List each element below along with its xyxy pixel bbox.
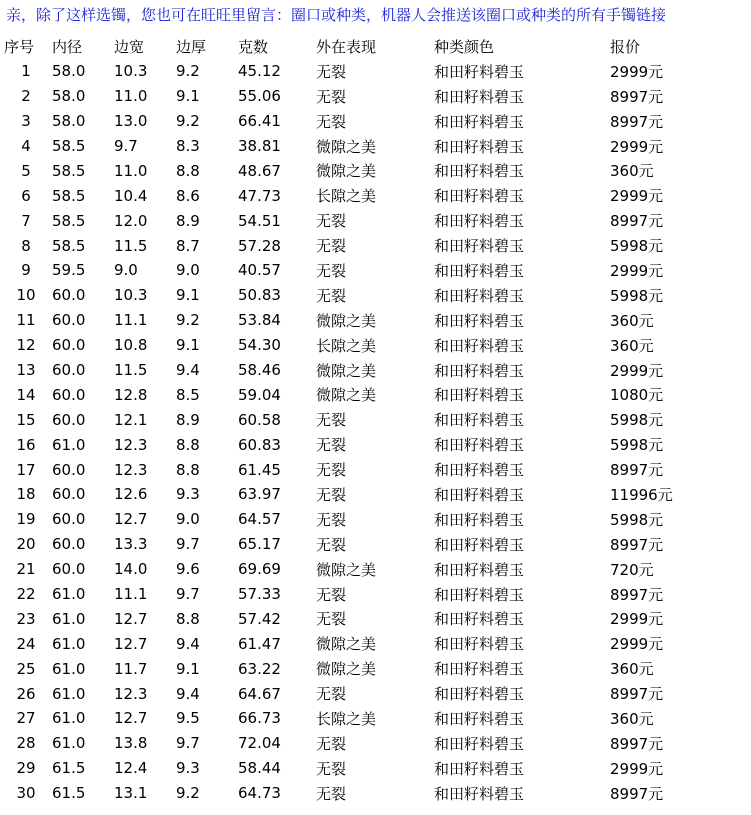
cell-weight: 54.30	[238, 336, 281, 355]
cell-thickness: 9.7	[176, 585, 200, 604]
cell-index: 20	[16, 535, 36, 554]
cell-inner-diameter: 60.0	[52, 311, 86, 330]
cell-index: 8	[21, 236, 31, 255]
cell-thickness: 9.7	[176, 535, 200, 554]
cell-width: 11.5	[114, 236, 148, 255]
cell-index: 6	[21, 186, 31, 205]
cell-inner-diameter: 60.0	[52, 485, 86, 504]
cell-appearance: 无裂	[316, 485, 347, 504]
cell-price: 5998元	[610, 237, 664, 256]
cell-index: 7	[21, 211, 31, 230]
cell-thickness: 8.8	[176, 435, 200, 454]
cell-type-color: 和田籽料碧玉	[434, 286, 525, 305]
cell-appearance: 微隙之美	[316, 311, 377, 330]
cell-thickness: 8.9	[176, 410, 200, 429]
table-row	[0, 781, 700, 806]
cell-width: 12.1	[114, 410, 148, 429]
cell-inner-diameter: 61.0	[52, 684, 86, 703]
cell-index: 24	[16, 634, 36, 653]
table-row	[0, 582, 700, 607]
cell-index: 29	[16, 759, 36, 778]
table-row	[0, 382, 700, 407]
cell-width: 11.7	[114, 659, 148, 678]
cell-weight: 50.83	[238, 286, 281, 305]
cell-appearance: 无裂	[316, 62, 347, 81]
cell-price: 2999元	[610, 610, 664, 629]
cell-type-color: 和田籽料碧玉	[434, 62, 525, 81]
cell-appearance: 无裂	[316, 610, 347, 629]
cell-thickness: 8.9	[176, 211, 200, 230]
cell-appearance: 长隙之美	[316, 709, 377, 728]
cell-type-color: 和田籽料碧玉	[434, 510, 525, 529]
cell-thickness: 9.1	[176, 286, 200, 305]
cell-inner-diameter: 61.0	[52, 734, 86, 753]
cell-inner-diameter: 60.0	[52, 460, 86, 479]
cell-type-color: 和田籽料碧玉	[434, 734, 525, 753]
cell-price: 5998元	[610, 286, 664, 305]
cell-weight: 66.73	[238, 709, 281, 728]
cell-weight: 64.73	[238, 784, 281, 803]
cell-thickness: 8.8	[176, 460, 200, 479]
table-row	[0, 59, 700, 84]
cell-index: 25	[16, 659, 36, 678]
header-price: 报价	[610, 37, 641, 56]
cell-width: 12.3	[114, 435, 148, 454]
table-row	[0, 407, 700, 432]
cell-type-color: 和田籽料碧玉	[434, 461, 525, 480]
cell-price: 360元	[610, 162, 654, 181]
header-width: 边宽	[114, 37, 145, 56]
cell-inner-diameter: 60.0	[52, 286, 86, 305]
cell-width: 10.8	[114, 336, 148, 355]
cell-index: 14	[16, 385, 36, 404]
cell-width: 13.0	[114, 112, 148, 131]
cell-type-color: 和田籽料碧玉	[434, 361, 525, 380]
cell-weight: 63.97	[238, 485, 281, 504]
cell-appearance: 无裂	[316, 759, 347, 778]
table-row	[0, 457, 700, 482]
table-row	[0, 283, 700, 308]
cell-inner-diameter: 61.0	[52, 634, 86, 653]
cell-weight: 38.81	[238, 137, 281, 155]
cell-inner-diameter: 58.0	[52, 112, 86, 131]
cell-width: 12.7	[114, 709, 148, 728]
cell-price: 2999元	[610, 137, 664, 156]
cell-index: 3	[21, 112, 31, 131]
cell-inner-diameter: 60.0	[52, 361, 86, 380]
table-row	[0, 656, 700, 681]
cell-appearance: 无裂	[316, 286, 347, 305]
table-row	[0, 158, 700, 183]
table-row	[0, 183, 700, 208]
cell-index: 4	[21, 137, 31, 155]
cell-inner-diameter: 58.0	[52, 62, 86, 81]
cell-thickness: 9.1	[176, 659, 200, 678]
cell-price: 5998元	[610, 411, 664, 430]
cell-weight: 59.04	[238, 385, 281, 404]
cell-appearance: 无裂	[316, 510, 347, 529]
cell-type-color: 和田籽料碧玉	[434, 237, 525, 256]
cell-width: 11.0	[114, 161, 148, 180]
cell-inner-diameter: 61.5	[52, 759, 86, 778]
cell-type-color: 和田籽料碧玉	[434, 585, 525, 604]
cell-appearance: 微隙之美	[316, 162, 377, 181]
cell-inner-diameter: 58.5	[52, 186, 86, 205]
cell-index: 30	[16, 784, 36, 803]
cell-appearance: 无裂	[316, 461, 347, 480]
cell-price: 2999元	[610, 361, 664, 380]
cell-thickness: 8.5	[176, 385, 200, 404]
cell-weight: 55.06	[238, 87, 281, 106]
cell-weight: 45.12	[238, 62, 281, 81]
cell-width: 10.3	[114, 62, 148, 81]
cell-index: 15	[16, 410, 36, 429]
cell-width: 12.6	[114, 485, 148, 504]
cell-weight: 65.17	[238, 535, 281, 554]
cell-price: 2999元	[610, 62, 664, 81]
cell-index: 27	[16, 709, 36, 728]
cell-weight: 53.84	[238, 311, 281, 330]
cell-width: 12.7	[114, 510, 148, 529]
table-row	[0, 258, 700, 283]
cell-width: 12.7	[114, 634, 148, 653]
cell-weight: 58.44	[238, 759, 281, 778]
cell-index: 22	[16, 585, 36, 604]
cell-type-color: 和田籽料碧玉	[434, 311, 525, 330]
header-index: 序号	[4, 37, 35, 56]
cell-width: 13.1	[114, 784, 148, 803]
cell-appearance: 无裂	[316, 436, 347, 455]
cell-width: 11.1	[114, 585, 148, 604]
cell-appearance: 无裂	[316, 784, 347, 803]
cell-thickness: 9.4	[176, 361, 200, 380]
table-row	[0, 358, 700, 383]
cell-weight: 64.67	[238, 684, 281, 703]
cell-thickness: 9.4	[176, 684, 200, 703]
cell-price: 1080元	[610, 386, 664, 405]
cell-type-color: 和田籽料碧玉	[434, 411, 525, 430]
cell-weight: 66.41	[238, 112, 281, 131]
cell-appearance: 微隙之美	[316, 660, 377, 679]
table-row	[0, 134, 700, 159]
cell-width: 12.7	[114, 609, 148, 628]
cell-appearance: 无裂	[316, 685, 347, 704]
table-row	[0, 482, 700, 507]
cell-inner-diameter: 61.5	[52, 784, 86, 803]
cell-thickness: 8.3	[176, 137, 200, 155]
table-row	[0, 507, 700, 532]
cell-price: 2999元	[610, 759, 664, 778]
cell-width: 14.0	[114, 560, 148, 579]
cell-weight: 61.47	[238, 634, 281, 653]
table-row	[0, 731, 700, 756]
cell-thickness: 9.0	[176, 261, 200, 280]
cell-appearance: 微隙之美	[316, 386, 377, 405]
cell-thickness: 9.4	[176, 634, 200, 653]
cell-price: 8997元	[610, 87, 664, 106]
header-thickness: 边厚	[176, 37, 207, 56]
cell-inner-diameter: 61.0	[52, 659, 86, 678]
cell-thickness: 9.5	[176, 709, 200, 728]
cell-appearance: 微隙之美	[316, 635, 377, 654]
cell-price: 8997元	[610, 535, 664, 554]
cell-index: 23	[16, 609, 36, 628]
table-row	[0, 756, 700, 781]
cell-price: 8997元	[610, 585, 664, 604]
cell-type-color: 和田籽料碧玉	[434, 709, 525, 728]
cell-inner-diameter: 59.5	[52, 261, 86, 280]
cell-price: 2999元	[610, 187, 664, 206]
header-type-color: 种类颜色	[434, 37, 495, 56]
cell-type-color: 和田籽料碧玉	[434, 660, 525, 679]
table-row	[0, 308, 700, 333]
cell-appearance: 微隙之美	[316, 137, 377, 156]
notice-text: 亲，除了这样选镯，您也可在旺旺里留言：圈口或种类，机器人会推送该圈口或种类的所有手镯链接	[6, 6, 667, 24]
cell-index: 2	[21, 87, 31, 106]
table-row	[0, 84, 700, 109]
cell-index: 17	[16, 460, 36, 479]
cell-thickness: 8.6	[176, 186, 200, 205]
cell-price: 8997元	[610, 734, 664, 753]
cell-index: 13	[16, 361, 36, 380]
cell-type-color: 和田籽料碧玉	[434, 635, 525, 654]
cell-thickness: 9.7	[176, 734, 200, 753]
table-row	[0, 706, 700, 731]
cell-index: 21	[16, 560, 36, 579]
cell-type-color: 和田籽料碧玉	[434, 137, 525, 156]
cell-inner-diameter: 58.0	[52, 87, 86, 106]
cell-weight: 61.45	[238, 460, 281, 479]
cell-width: 12.4	[114, 759, 148, 778]
cell-width: 10.4	[114, 186, 148, 205]
cell-appearance: 无裂	[316, 411, 347, 430]
cell-inner-diameter: 58.5	[52, 161, 86, 180]
cell-price: 8997元	[610, 685, 664, 704]
cell-type-color: 和田籽料碧玉	[434, 87, 525, 106]
table-row	[0, 432, 700, 457]
cell-width: 11.5	[114, 361, 148, 380]
cell-width: 9.7	[114, 137, 138, 155]
cell-type-color: 和田籽料碧玉	[434, 386, 525, 405]
cell-thickness: 8.8	[176, 161, 200, 180]
cell-appearance: 无裂	[316, 585, 347, 604]
cell-inner-diameter: 60.0	[52, 410, 86, 429]
cell-price: 8997元	[610, 461, 664, 480]
table-row	[0, 208, 700, 233]
cell-type-color: 和田籽料碧玉	[434, 336, 525, 355]
cell-appearance: 无裂	[316, 535, 347, 554]
cell-appearance: 微隙之美	[316, 361, 377, 380]
cell-weight: 60.83	[238, 435, 281, 454]
table-header-row	[0, 34, 700, 59]
cell-type-color: 和田籽料碧玉	[434, 436, 525, 455]
cell-price: 360元	[610, 336, 654, 355]
cell-weight: 57.42	[238, 609, 281, 628]
cell-type-color: 和田籽料碧玉	[434, 784, 525, 803]
cell-appearance: 无裂	[316, 237, 347, 256]
bangle-table	[0, 34, 700, 806]
cell-index: 11	[16, 311, 36, 330]
cell-inner-diameter: 60.0	[52, 385, 86, 404]
cell-appearance: 无裂	[316, 112, 347, 131]
cell-price: 2999元	[610, 261, 664, 280]
cell-type-color: 和田籽料碧玉	[434, 560, 525, 579]
cell-appearance: 无裂	[316, 261, 347, 280]
cell-price: 8997元	[610, 784, 664, 803]
cell-type-color: 和田籽料碧玉	[434, 610, 525, 629]
cell-index: 10	[16, 286, 36, 305]
cell-type-color: 和田籽料碧玉	[434, 535, 525, 554]
cell-index: 1	[21, 62, 31, 81]
cell-width: 12.8	[114, 385, 148, 404]
cell-weight: 64.57	[238, 510, 281, 529]
cell-price: 11996元	[610, 485, 673, 504]
cell-inner-diameter: 58.5	[52, 236, 86, 255]
cell-weight: 57.28	[238, 236, 281, 255]
table-row	[0, 606, 700, 631]
cell-weight: 40.57	[238, 261, 281, 280]
table-row	[0, 557, 700, 582]
cell-index: 19	[16, 510, 36, 529]
table-row	[0, 532, 700, 557]
cell-weight: 57.33	[238, 585, 281, 604]
cell-weight: 48.67	[238, 161, 281, 180]
cell-weight: 54.51	[238, 211, 281, 230]
cell-inner-diameter: 61.0	[52, 709, 86, 728]
cell-width: 10.3	[114, 286, 148, 305]
cell-price: 360元	[610, 660, 654, 679]
cell-weight: 63.22	[238, 659, 281, 678]
cell-width: 11.0	[114, 87, 148, 106]
cell-appearance: 长隙之美	[316, 187, 377, 206]
cell-price: 360元	[610, 311, 654, 330]
cell-thickness: 9.3	[176, 759, 200, 778]
cell-width: 11.1	[114, 311, 148, 330]
cell-weight: 58.46	[238, 361, 281, 380]
cell-width: 9.0	[114, 261, 138, 280]
header-weight: 克数	[238, 37, 269, 56]
cell-inner-diameter: 61.0	[52, 585, 86, 604]
cell-thickness: 9.2	[176, 784, 200, 803]
cell-inner-diameter: 60.0	[52, 560, 86, 579]
table-row	[0, 333, 700, 358]
cell-type-color: 和田籽料碧玉	[434, 485, 525, 504]
cell-type-color: 和田籽料碧玉	[434, 261, 525, 280]
cell-type-color: 和田籽料碧玉	[434, 187, 525, 206]
cell-width: 12.3	[114, 460, 148, 479]
table-row	[0, 681, 700, 706]
cell-type-color: 和田籽料碧玉	[434, 685, 525, 704]
cell-index: 9	[21, 261, 31, 280]
cell-thickness: 9.1	[176, 87, 200, 106]
cell-weight: 69.69	[238, 560, 281, 579]
table-row	[0, 233, 700, 258]
cell-appearance: 微隙之美	[316, 560, 377, 579]
cell-price: 360元	[610, 709, 654, 728]
cell-inner-diameter: 58.5	[52, 211, 86, 230]
cell-inner-diameter: 60.0	[52, 535, 86, 554]
cell-index: 16	[16, 435, 36, 454]
cell-inner-diameter: 60.0	[52, 510, 86, 529]
cell-type-color: 和田籽料碧玉	[434, 759, 525, 778]
cell-thickness: 9.3	[176, 485, 200, 504]
cell-thickness: 9.2	[176, 112, 200, 131]
cell-price: 8997元	[610, 112, 664, 131]
cell-width: 12.3	[114, 684, 148, 703]
cell-index: 12	[16, 336, 36, 355]
cell-type-color: 和田籽料碧玉	[434, 212, 525, 231]
header-appearance: 外在表现	[316, 37, 377, 56]
cell-inner-diameter: 58.5	[52, 137, 86, 155]
cell-thickness: 9.1	[176, 336, 200, 355]
cell-type-color: 和田籽料碧玉	[434, 162, 525, 181]
cell-weight: 72.04	[238, 734, 281, 753]
cell-width: 12.0	[114, 211, 148, 230]
cell-width: 13.3	[114, 535, 148, 554]
cell-price: 2999元	[610, 635, 664, 654]
cell-price: 720元	[610, 560, 654, 579]
cell-appearance: 无裂	[316, 212, 347, 231]
cell-width: 13.8	[114, 734, 148, 753]
cell-thickness: 9.2	[176, 62, 200, 81]
cell-thickness: 8.8	[176, 609, 200, 628]
cell-index: 28	[16, 734, 36, 753]
cell-index: 5	[21, 161, 31, 180]
cell-price: 5998元	[610, 510, 664, 529]
table-row	[0, 109, 700, 134]
cell-type-color: 和田籽料碧玉	[434, 112, 525, 131]
cell-thickness: 9.0	[176, 510, 200, 529]
cell-inner-diameter: 61.0	[52, 609, 86, 628]
cell-price: 8997元	[610, 212, 664, 231]
cell-inner-diameter: 61.0	[52, 435, 86, 454]
cell-weight: 47.73	[238, 186, 281, 205]
cell-index: 18	[16, 485, 36, 504]
cell-thickness: 9.2	[176, 311, 200, 330]
cell-appearance: 无裂	[316, 87, 347, 106]
table-row	[0, 631, 700, 656]
cell-price: 5998元	[610, 436, 664, 455]
cell-weight: 60.58	[238, 410, 281, 429]
cell-inner-diameter: 60.0	[52, 336, 86, 355]
cell-thickness: 8.7	[176, 236, 200, 255]
cell-index: 26	[16, 684, 36, 703]
cell-thickness: 9.6	[176, 560, 200, 579]
header-inner-diameter: 内径	[52, 37, 83, 56]
cell-appearance: 长隙之美	[316, 336, 377, 355]
cell-appearance: 无裂	[316, 734, 347, 753]
